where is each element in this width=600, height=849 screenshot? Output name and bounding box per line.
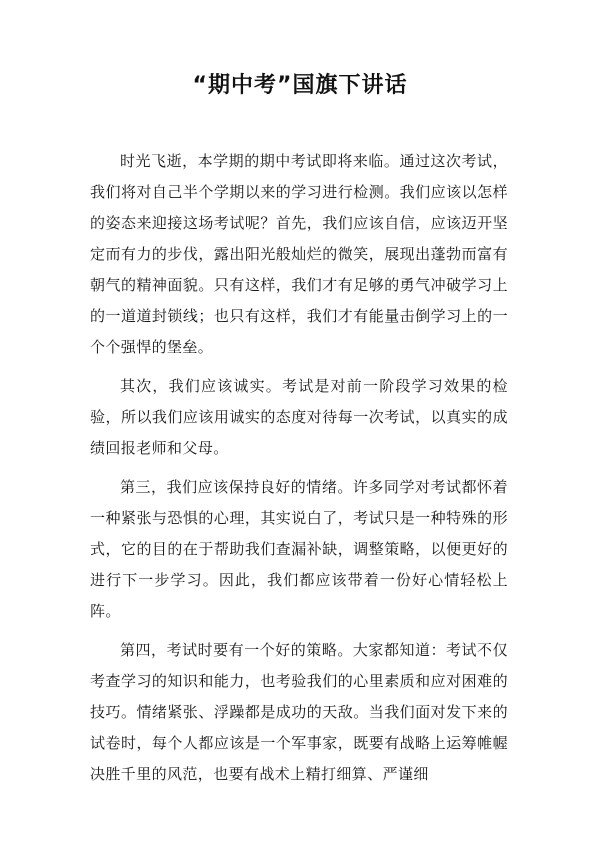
paragraph-1: 时光飞逝，本学期的期中考试即将来临。通过这次考试，我们将对自己半个学期以来的学习进行检测。我们应该以怎样的姿态来迎接这场考试呢？首先，我们应该自信，应该迈开坚定而有力的步伐，露出阳光般灿烂的微笑，展现出蓬勃而富有朝气的精神面貌。只有这样，我们才有足够的勇气冲破学习上的一道道封锁线；也只有这样，我们才有能量击倒学习上的一个个强悍的堡垒。 bbox=[90, 152, 508, 356]
document-body bbox=[90, 146, 508, 798]
paragraph-2: 其次，我们应该诚实。考试是对前一阶段学习效果的检验，所以我们应该用诚实的态度对待每一次考试，以真实的成绩回报老师和父母。 bbox=[90, 377, 508, 457]
paragraph-4: 第四，考试时要有一个好的策略。大家都知道：考试不仅考查学习的知识和能力，也考验我们的心里素质和应对困难的技巧。情绪紧张、浮躁都是成功的天敌。当我们面对发下来的试卷时，每个人都应该是一个军事家，既要有战略上运筹帷幄决胜千里的风范，也要有战术上精打细算、严谨细 bbox=[90, 641, 508, 783]
document-title: “期中考”国旗下讲话 bbox=[192, 73, 408, 98]
paragraph-3: 第三，我们应该保持良好的情绪。许多同学对考试都怀着一种紧张与恐惧的心理，其实说白了，考试只是一种特殊的形式，它的目的在于帮助我们查漏补缺，调整策略，以便更好的进行下一步学习。因此，我们都应该带着一份好心情轻松上阵。 bbox=[90, 478, 508, 620]
